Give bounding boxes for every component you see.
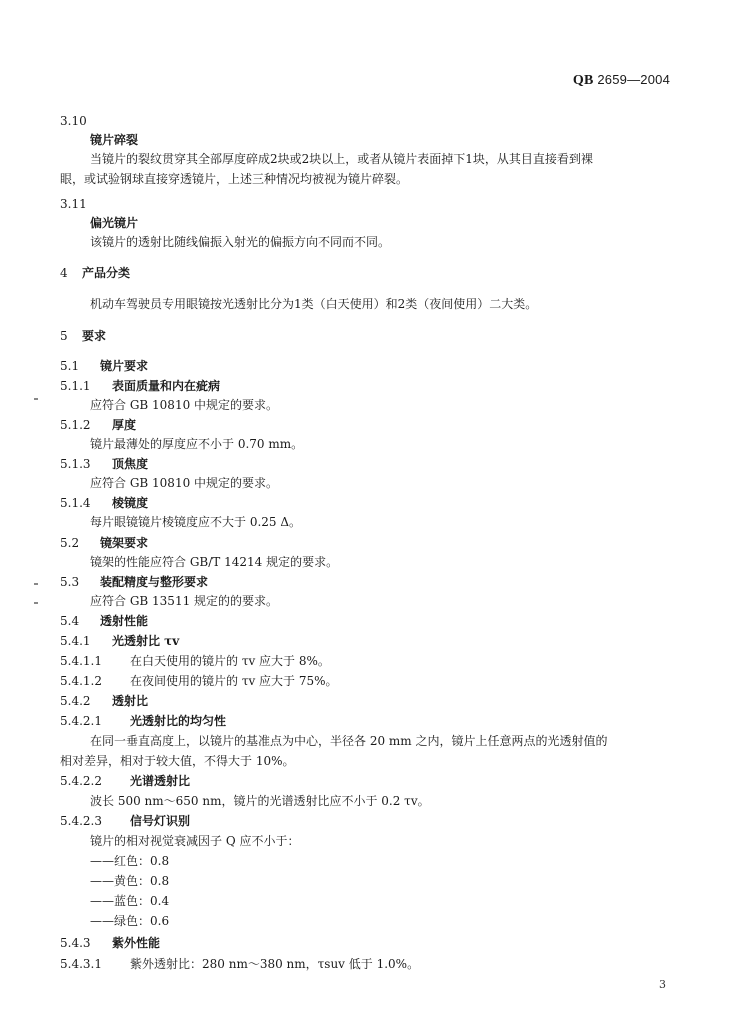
section-5-4-3-number: 5.4.3 [60,936,91,950]
section-5-4-2-title: 透射比 [112,694,149,708]
section-5-1-1-number: 5.1.1 [60,379,91,393]
standard-prefix: QB [572,73,594,88]
section-5-4-3-1-text: 紫外透射比：280 nm～380 nm，τsuv 低于 1.0%。 [130,957,420,971]
section-5-1-2-number: 5.1.2 [60,418,91,432]
section-5-4-2-2-title: 光谱透射比 [130,774,191,788]
section-5-4-2-2-text: 波长 500 nm～650 nm，镜片的光谱透射比应不小于 0.2 τv。 [90,794,430,808]
section-5-4-2-1-title: 光透射比的均匀性 [130,714,227,728]
section-5-4-1-heading [60,632,179,650]
section-4-number: 4 [60,266,68,280]
page-number: 3 [659,978,666,991]
section-5-1-heading [60,357,148,375]
standard-code-header [573,72,670,89]
section-4-heading [60,264,130,282]
section-5-4-2-1-text-2: 相对差异，相对于较大值，不得大于 10%。 [60,754,295,768]
section-3-10-text-2: 眼，或试验钢球直接穿透镜片，上述三种情况均被视为镜片碎裂。 [60,172,409,186]
section-5-3-title: 装配精度与整形要求 [100,575,209,589]
section-5-4-1-2-number: 5.4.1.2 [60,674,102,688]
section-5-2-text: 镜架的性能应符合 GB/T 14214 规定的要求。 [90,555,339,569]
section-5-4-1-1-number: 5.4.1.1 [60,654,102,668]
standard-number: 2659—2004 [597,72,670,87]
section-5-title: 要求 [82,329,107,343]
section-5-1-1-text: 应符合 GB 10810 中规定的要求。 [90,398,279,412]
section-5-3-heading [60,573,208,591]
q-value-yellow: ——黄色：0.8 [90,874,170,888]
section-5-4-2-2-number: 5.4.2.2 [60,774,102,788]
section-5-2-heading [60,534,148,552]
section-5-1-title: 镜片要求 [100,359,149,373]
section-5-4-3-1 [60,955,419,973]
section-4-text: 机动车驾驶员专用眼镜按光透射比分为1类（白天使用）和2类（夜间使用）二大类。 [90,297,538,311]
section-3-11-text: 该镜片的透射比随线偏振入射光的偏振方向不同而不同。 [90,235,391,249]
section-5-4-title: 透射性能 [100,614,149,628]
section-5-4-3-heading [60,934,160,952]
scan-mark [34,602,38,604]
section-5-4-2-heading [60,692,148,710]
section-5-1-3-number: 5.1.3 [60,457,91,471]
section-5-4-1-title: 光透射比 τv [112,634,180,648]
section-5-1-1-title: 表面质量和内在疵病 [112,379,221,393]
section-5-1-3-heading [60,455,148,473]
scan-mark [34,398,38,400]
section-5-4-2-1-text-1: 在同一垂直高度上，以镜片的基准点为中心，半径各 20 mm 之内，镜片上任意两点的光透射值的 [90,734,608,748]
section-5-1-2-text: 镜片最薄处的厚度应不小于 0.70 mm。 [90,437,304,451]
section-5-1-2-heading [60,416,136,434]
section-5-4-2-3-heading [60,812,190,830]
section-5-1-3-text: 应符合 GB 10810 中规定的要求。 [90,476,279,490]
section-5-4-2-3-title: 信号灯识别 [130,814,191,828]
section-5-1-3-title: 顶焦度 [112,457,149,471]
scan-mark [34,583,38,585]
section-3-10-title: 镜片碎裂 [90,133,139,147]
section-5-4-1-2 [60,672,338,690]
section-4-title: 产品分类 [82,266,131,280]
q-value-red: ——红色：0.8 [90,854,170,868]
section-5-1-4-number: 5.1.4 [60,496,91,510]
section-5-4-2-2-heading [60,772,190,790]
section-3-10-number: 3.10 [60,114,87,128]
section-5-1-2-title: 厚度 [112,418,137,432]
section-5-4-3-1-number: 5.4.3.1 [60,957,102,971]
section-5-4-2-number: 5.4.2 [60,694,91,708]
section-5-1-1-heading [60,377,220,395]
section-5-4-2-3-number: 5.4.2.3 [60,814,102,828]
section-5-2-number: 5.2 [60,536,80,550]
section-5-2-title: 镜架要求 [100,536,149,550]
section-5-4-1-2-text: 在夜间使用的镜片的 τv 应大于 75%。 [130,674,338,688]
section-3-11-title: 偏光镜片 [90,216,139,230]
section-5-1-number: 5.1 [60,359,80,373]
section-5-3-number: 5.3 [60,575,80,589]
section-5-4-1-1-text: 在白天使用的镜片的 τv 应大于 8%。 [130,654,330,668]
section-5-number: 5 [60,329,68,343]
section-3-11-number: 3.11 [60,197,87,211]
section-5-4-1-1 [60,652,330,670]
section-3-10-text-1: 当镜片的裂纹贯穿其全部厚度碎成2块或2块以上，或者从镜片表面掉下1块，从其目直接看到裸 [90,152,593,166]
section-5-4-number: 5.4 [60,614,80,628]
section-5-1-4-heading [60,494,148,512]
section-5-4-2-1-heading [60,712,226,730]
section-5-1-4-text: 每片眼镜镜片棱镜度应不大于 0.25 Δ。 [90,515,302,529]
section-5-4-heading [60,612,148,630]
section-5-4-2-1-number: 5.4.2.1 [60,714,102,728]
section-5-4-3-title: 紫外性能 [112,936,161,950]
q-value-blue: ——蓝色：0.4 [90,894,170,908]
section-5-4-1-number: 5.4.1 [60,634,91,648]
q-value-green: ——绿色：0.6 [90,914,170,928]
section-5-3-text: 应符合 GB 13511 规定的的要求。 [90,594,279,608]
section-5-4-2-3-text: 镜片的相对视觉衰减因子 Q 应不小于： [90,834,300,848]
section-5-1-4-title: 棱镜度 [112,496,149,510]
section-5-heading [60,327,106,345]
